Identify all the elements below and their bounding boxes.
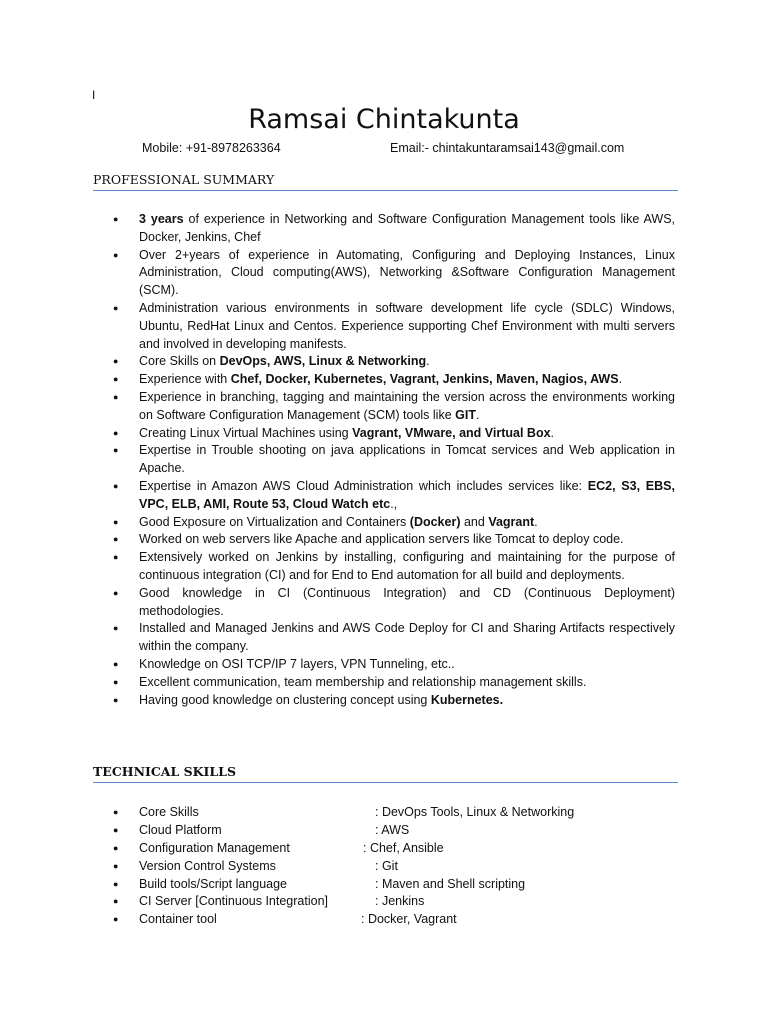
summary-text: Creating Linux Virtual Machines using	[139, 425, 353, 440]
summary-text: .	[550, 425, 555, 440]
summary-highlight: EC2, S3, EBS, VPC, ELB, AMI, Route 53, Cloud Watch etc	[139, 478, 675, 511]
skill-label: ● Cloud Platform	[139, 822, 222, 837]
summary-text: Good knowledge in CI (Continuous Integration) and CD (Continuous Deployment) methodologies.	[139, 585, 675, 618]
skill-label: ● Core Skills	[139, 805, 199, 819]
summary-item	[93, 211, 675, 247]
summary-item	[93, 549, 675, 585]
summary-text: Worked on web servers like Apache and application servers like Tomcat to deploy code.	[139, 532, 624, 547]
summary-item	[93, 353, 675, 371]
professional-summary-list	[93, 211, 675, 709]
summary-item	[93, 656, 675, 674]
skill-label: ● Container tool	[139, 912, 217, 927]
summary-item	[93, 389, 675, 425]
summary-text: and	[460, 514, 489, 529]
email-address: Email:- chintakuntaramsai143@gmail.com	[390, 141, 625, 155]
summary-item	[93, 478, 675, 514]
skill-row	[93, 876, 693, 894]
summary-item	[93, 585, 675, 621]
summary-text: Knowledge on OSI TCP/IP 7 layers, VPN Tunneling, etc..	[139, 656, 455, 671]
summary-text: Core Skills on	[139, 354, 220, 369]
summary-text: Experience in branching, tagging and maintaining the version across the environments working on Software Configuration Management (SCM) tools like	[139, 389, 675, 422]
skill-value: : Chef, Ansible	[363, 840, 444, 855]
summary-text: of experience in Networking and Software Configuration Management tools like AWS, Docker, Jenkins, Chef	[139, 212, 676, 244]
summary-highlight: GIT	[455, 407, 476, 422]
skill-row	[93, 822, 693, 840]
summary-item	[93, 371, 675, 389]
skill-row	[93, 911, 693, 929]
summary-highlight: DevOps, AWS, Linux & Networking	[219, 354, 427, 369]
summary-text: Excellent communication, team membership and relationship management skills.	[139, 674, 587, 689]
summary-item	[93, 425, 675, 443]
skill-value: : Maven and Shell scripting	[375, 876, 526, 891]
candidate-name: Ramsai Chintakunta	[248, 104, 520, 135]
summary-highlight: Chef, Docker, Kubernetes, Vagrant, Jenkins, Maven, Nagios, AWS	[230, 372, 619, 387]
summary-highlight: (Docker)	[409, 514, 461, 529]
skill-label: ● Configuration Management	[139, 840, 290, 855]
professional-summary-heading: PROFESSIONAL SUMMARY	[93, 172, 678, 191]
summary-highlight: 3 years	[139, 212, 184, 226]
summary-highlight: Kubernetes.	[430, 692, 504, 707]
summary-highlight: Vagrant, VMware, and Virtual Box	[352, 425, 551, 440]
skill-value: : Docker, Vagrant	[361, 912, 457, 927]
summary-text: .	[534, 514, 538, 529]
summary-text: Having good knowledge on clustering concept using	[139, 692, 431, 707]
summary-item	[93, 620, 675, 656]
skill-row	[93, 858, 693, 876]
skill-row	[93, 804, 693, 822]
skill-value: : Git	[375, 858, 398, 873]
skill-label: ● Version Control Systems	[139, 858, 276, 873]
summary-text: Over 2+years of experience in Automating, Configuring and Deploying Instances, Linux Administration, Cloud computing(AWS), Networking &Software Configuration Management (SCM).	[139, 247, 675, 298]
technical-skills-list	[93, 804, 693, 929]
summary-item	[93, 300, 675, 353]
skill-value: : Jenkins	[375, 894, 425, 909]
technical-skills-heading: TECHNICAL SKILLS	[93, 764, 678, 783]
summary-highlight: Vagrant	[488, 514, 535, 529]
skill-value: : AWS	[375, 822, 410, 837]
summary-text: Administration various environments in software development life cycle (SDLC) Windows, Ubuntu, RedHat Linux and Centos. Experience supporting Chef Environment with multi servers and involved in developing manifests.	[139, 300, 675, 351]
summary-item	[93, 674, 675, 692]
summary-text: Good Exposure on Virtualization and Containers	[139, 514, 410, 529]
skill-label: ● CI Server [Continuous Integration]	[139, 894, 328, 909]
summary-text: .	[475, 407, 480, 422]
summary-text: Expertise in Amazon AWS Cloud Administration which includes services like:	[139, 478, 588, 493]
summary-item	[93, 442, 675, 478]
summary-text: Experience with	[139, 372, 231, 387]
stray-text-mark: I	[92, 88, 96, 102]
skill-label: ● Build tools/Script language	[139, 876, 288, 891]
summary-text: Expertise in Trouble shooting on java applications in Tomcat services and Web application in Apache.	[139, 443, 675, 476]
skill-value: : DevOps Tools, Linux & Networking	[375, 805, 575, 819]
summary-text: .,	[390, 496, 398, 511]
summary-item	[93, 692, 675, 710]
summary-item	[93, 247, 675, 300]
summary-item	[93, 514, 675, 532]
mobile-number: Mobile: +91-8978263364	[142, 141, 281, 155]
summary-text: .	[618, 372, 623, 387]
summary-item	[93, 531, 675, 549]
skill-row	[93, 840, 693, 858]
summary-text: .	[426, 354, 430, 369]
summary-text: Installed and Managed Jenkins and AWS Code Deploy for CI and Sharing Artifacts respectively within the company.	[139, 621, 675, 654]
skill-row	[93, 893, 693, 911]
summary-text: Extensively worked on Jenkins by installing, configuring and maintaining for the purpose of continuous integration (CI) and for End to End automation for all build and deployments.	[139, 550, 675, 582]
